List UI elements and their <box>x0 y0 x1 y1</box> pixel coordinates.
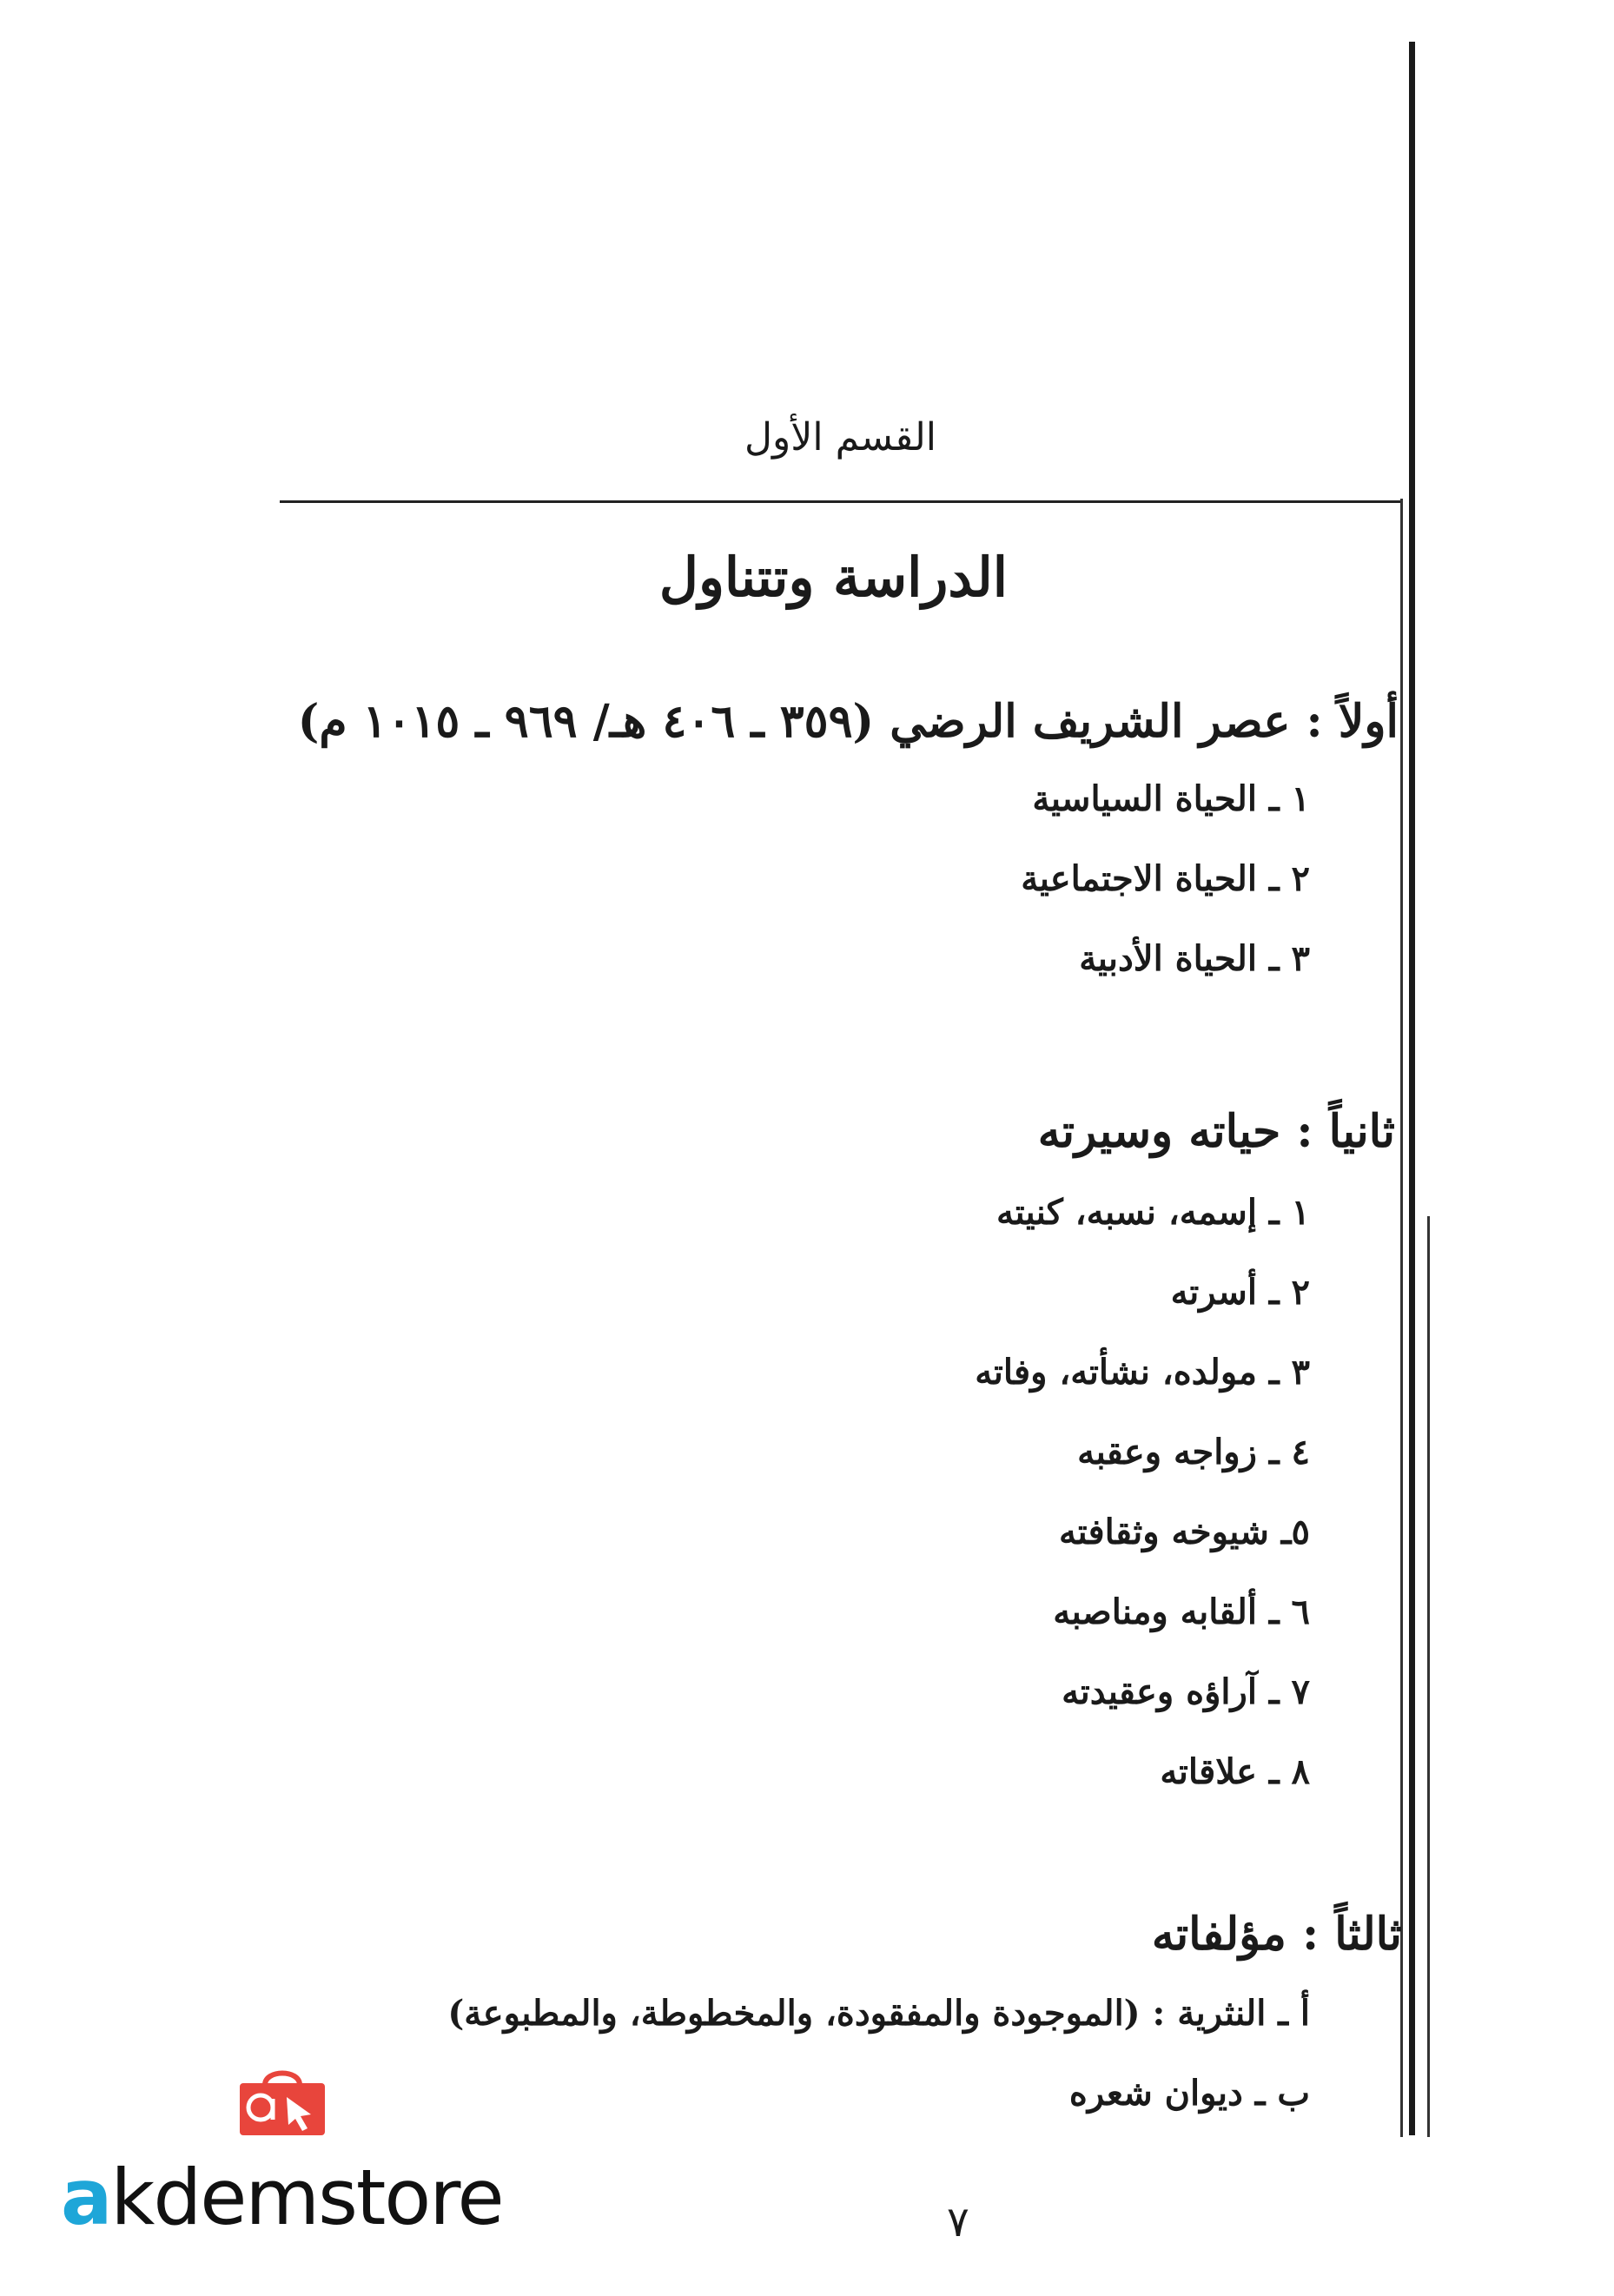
list-item: ٧ ـ آراؤه وعقيدته <box>1062 1671 1310 1712</box>
part-2-items <box>975 1192 1310 1792</box>
wordmark-accent: a <box>61 2153 111 2242</box>
list-item: ٨ ـ علاقاته <box>1160 1751 1310 1792</box>
list-item: ٣ ـ مولده، نشأته، وفاته <box>975 1352 1310 1393</box>
page-number: ٧ <box>947 2198 969 2246</box>
list-item: ١ ـ إسمه، نسبه، كنيته <box>996 1192 1310 1233</box>
list-item: ٦ ـ ألقابه ومناصبه <box>1053 1591 1310 1632</box>
list-item: ٥ـ شيوخه وثقافته <box>1059 1512 1310 1552</box>
list-item: أ ـ النثرية : (الموجودة والمفقودة، والمخطوطة، والمطبوعة) <box>447 1993 1310 2034</box>
shopping-bag-logo-icon <box>235 2066 330 2137</box>
list-item: ٣ ـ الحياة الأدبية <box>1079 938 1310 979</box>
part-3-items <box>447 1993 1310 2114</box>
main-title: الدراسة وتتناول <box>658 546 1008 609</box>
wordmark-rest: kdemstore <box>110 2153 503 2242</box>
list-item: ١ ـ الحياة السياسية <box>1032 778 1310 819</box>
vertical-rule-thick <box>1409 42 1415 2135</box>
part-2-heading: ثانياً : حياته وسيرته <box>1037 1105 1395 1158</box>
watermark-wordmark <box>61 2153 503 2242</box>
list-item: ٤ ـ زواجه وعقبه <box>1077 1432 1310 1472</box>
vertical-rule-outer <box>1427 1216 1430 2137</box>
section-label: القسم الأول <box>744 415 936 460</box>
list-item: ٢ ـ أسرته <box>1170 1272 1310 1313</box>
part-1-heading: أولاً : عصر الشريف الرضي (٣٥٩ ـ ٤٠٦ هـ/ ٩٦٩ ـ ١٠١٥ م) <box>297 695 1399 748</box>
vertical-rule-inner <box>1400 499 1403 2137</box>
list-item: ب ـ ديوان شعره <box>1068 2073 1310 2114</box>
part-3-heading: ثالثاً : مؤلفاته <box>1151 1908 1402 1961</box>
list-item: ٢ ـ الحياة الاجتماعية <box>1021 858 1310 899</box>
horizontal-rule <box>280 500 1400 503</box>
part-1-items <box>1021 778 1310 979</box>
